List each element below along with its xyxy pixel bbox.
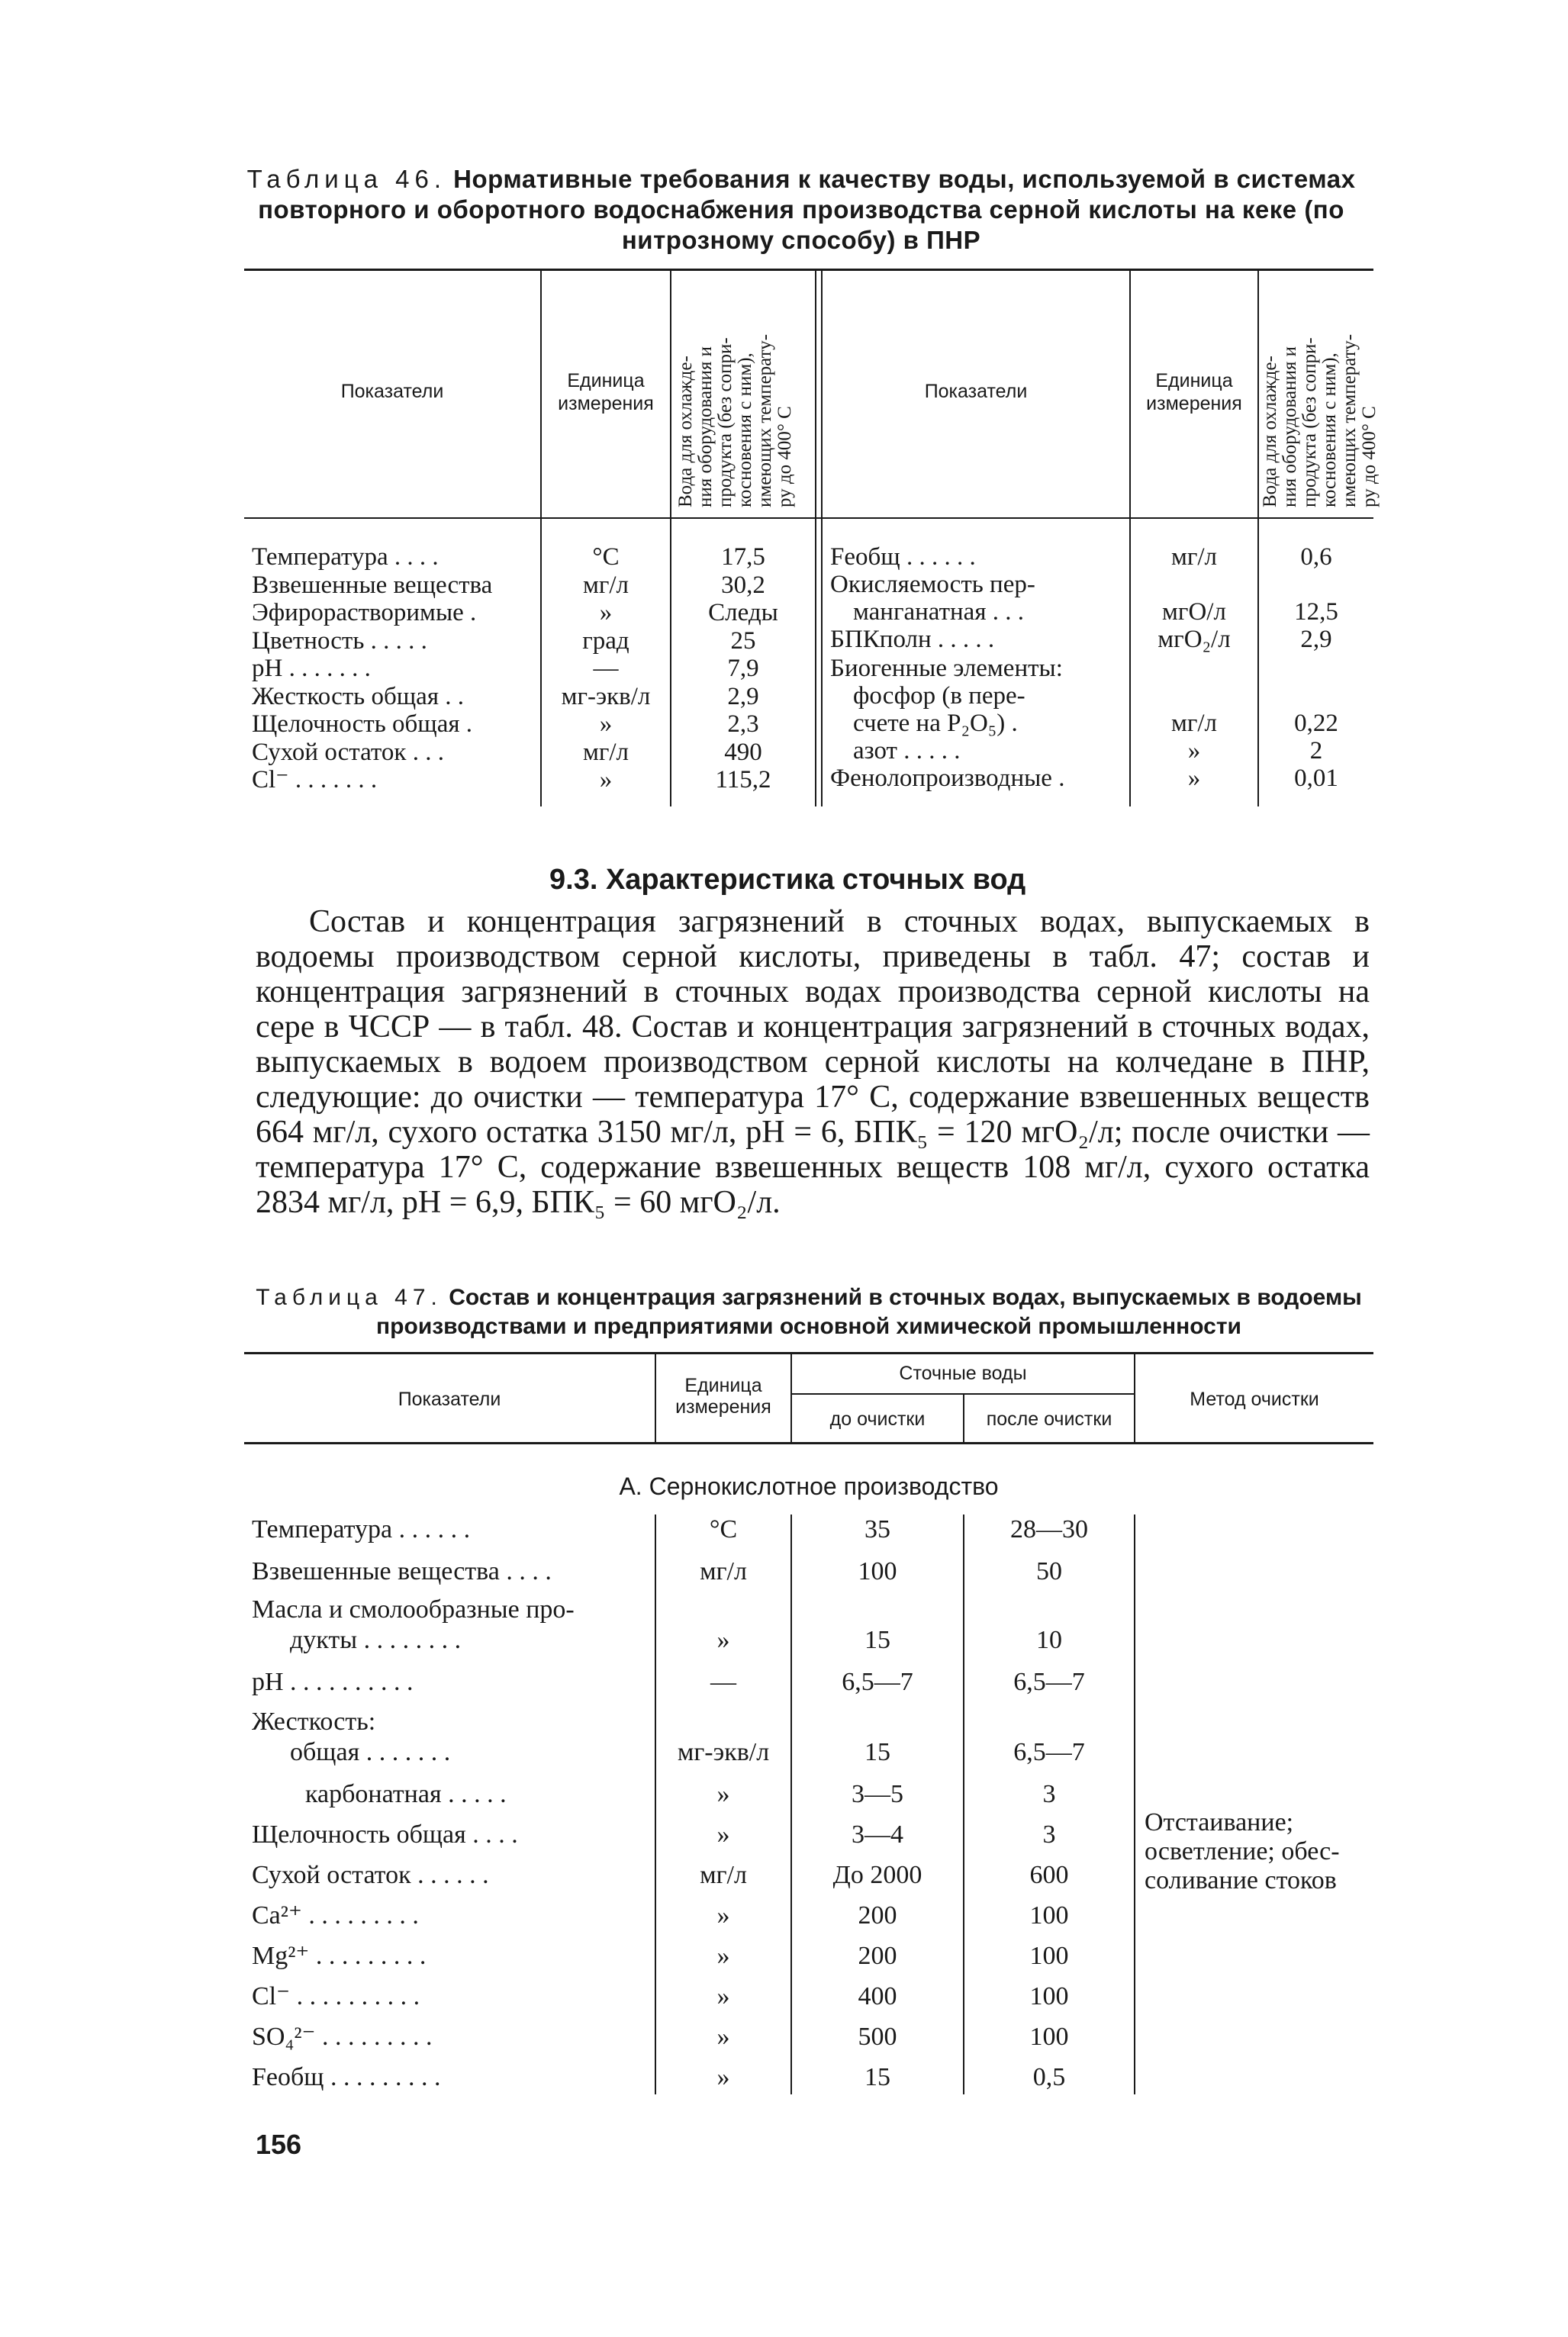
table-47-row-after: 3 [1042, 1820, 1056, 1849]
table-46-row-name: БПКполн . . . . . [830, 626, 995, 653]
table-46-row-value: 2,9 [727, 682, 759, 710]
table-47-row-before: 15 [864, 1626, 890, 1654]
table-47-row-before: 200 [858, 1942, 897, 1970]
section-paragraph [256, 904, 1370, 1220]
table-47-row-after: 6,5—7 [1013, 1738, 1085, 1766]
table-47-row-name: Feобщ . . . . . . . . . [252, 2063, 441, 2091]
table-46-row-name: счете на P₂O₅) . [853, 710, 1018, 737]
table-47-label: Таблица 47. [256, 1285, 443, 1310]
table-46-row-unit: » [599, 710, 613, 738]
table-46-row-unit: мг/л [582, 738, 629, 766]
table-46-row-value: Следы [708, 599, 778, 626]
table-46-row-unit: » [599, 766, 613, 793]
table-47-row-name: Жесткость: [252, 1708, 376, 1736]
table-46-row-unit: » [1187, 765, 1201, 792]
table-46-row-name: Cl⁻ . . . . . . . [252, 766, 378, 793]
table-46-row-unit: мгО/л [1162, 598, 1226, 626]
table-47-header-before: до очистки [829, 1408, 926, 1430]
table-47-row-unit: » [716, 1982, 730, 2010]
table-46-row-name: Фенолопроизводные . [830, 765, 1065, 792]
table-46-header-indicators-right: Показатели [924, 381, 1028, 402]
table-47-row-before: 6,5—7 [842, 1668, 913, 1696]
table-47-row-unit: мг/л [700, 1557, 747, 1585]
table-47-caption [244, 1283, 1373, 1341]
table-46-row-name: Feобщ . . . . . . [830, 543, 976, 571]
table-46-row-value: 0,22 [1294, 710, 1338, 737]
table-47-top-rule [244, 1352, 1373, 1354]
table-46-row-unit: мг-экв/л [561, 682, 651, 710]
table-47-row-name: Масла и смолообразные про- [252, 1595, 575, 1624]
table-47-row-name: Щелочность общая . . . . [252, 1820, 518, 1849]
table-47-row-after: 0,5 [1032, 2063, 1066, 2091]
table-47-row-after: 50 [1036, 1557, 1062, 1585]
table-47-header-method: Метод очистки [1190, 1389, 1319, 1410]
table-47-header-rule [244, 1442, 1373, 1444]
table-47-row-before: 3—4 [852, 1820, 903, 1849]
table-46-row-name: Сухой остаток . . . [252, 738, 444, 766]
table-46-row-unit: мг/л [1170, 543, 1218, 571]
table-47-row-unit: мг-экв/л [677, 1738, 770, 1766]
table-47-row-name: Cl⁻ . . . . . . . . . . [252, 1982, 420, 2010]
section-heading: 9.3. Характеристика сточных вод [549, 864, 1026, 896]
table-46-title: Нормативные требования к качеству воды, используемой в системах повторного и оборотного водоснабжения производства серной кислоты на кеке (по нитрозному способу) в ПНР [258, 165, 1356, 254]
table-46-row-value: 115,2 [715, 766, 771, 793]
table-47-row-name: pH . . . . . . . . . . [252, 1668, 414, 1696]
table-46-row-unit: » [599, 599, 613, 626]
table-47-header-unit: Единица измерения [675, 1375, 771, 1418]
table-47-row-before: 500 [858, 2023, 897, 2051]
table-47-row-before: 400 [858, 1982, 897, 2010]
table-47-row-name: Ca²⁺ . . . . . . . . . [252, 1901, 419, 1930]
table-47-row-after: 100 [1029, 2023, 1069, 2051]
table-46-row-name: азот . . . . . [853, 737, 961, 765]
table-46-row-name: Температура . . . . [252, 543, 439, 571]
table-46-row-value: 490 [724, 738, 762, 766]
table-47-row-before: 15 [864, 2063, 890, 2091]
table-47-row-before: 100 [858, 1557, 897, 1585]
table-47-header-wastewater: Сточные воды [899, 1363, 1027, 1384]
table-46-row-name: манганатная . . . [853, 598, 1025, 626]
table-47-title: Состав и концентрация загрязнений в сточных водах, выпускаемых в водоемы производствами и предприятиями основной химической промышленности [376, 1285, 1362, 1339]
table-46-row-name: Биогенные элементы: [830, 655, 1063, 682]
table-47-row-after: 6,5—7 [1013, 1668, 1085, 1696]
table-47-row-before: 15 [864, 1738, 890, 1766]
table-47-row-unit: » [716, 1901, 730, 1930]
table-46-row-name: Жесткость общая . . [252, 682, 465, 710]
table-46-row-value: 0,01 [1294, 765, 1338, 792]
table-47-row-unit: » [716, 1820, 730, 1849]
table-46-header-rule [244, 517, 1373, 519]
table-47-row-after: 100 [1029, 1901, 1069, 1930]
table-47-col-divider [1134, 1515, 1135, 2094]
table-46-row-unit: — [593, 655, 619, 682]
table-46-top-rule [244, 269, 1373, 271]
table-47-row-name: общая . . . . . . . [290, 1738, 451, 1766]
table-46-col-divider [815, 269, 816, 806]
table-46-row-value: 25 [730, 626, 756, 655]
table-46-row-unit: мг/л [582, 571, 629, 599]
table-46-header-water: Вода для охлажде- ния оборудования и продукта (без сопри- косновения с ним), имеющих температу- ру до 400° С [675, 333, 795, 507]
table-46-row-unit: мг/л [1170, 710, 1218, 737]
table-46-row-name: Цветность . . . . . [252, 626, 427, 655]
table-46-row-value: 0,6 [1300, 543, 1332, 571]
table-46-header-water-right: Вода для охлажде- ния оборудования и продукта (без сопри- косновения с ним), имеющих температу- ру до 400° С [1260, 333, 1380, 507]
table-47-row-before: 35 [864, 1515, 890, 1544]
table-46-header-unit: Единица измерения [558, 370, 654, 414]
table-47-method-text: Отстаивание; осветление; обес- соливание стоков [1145, 1808, 1340, 1894]
table-47-row-unit: мг/л [700, 1861, 747, 1889]
table-47-row-name: Mg²⁺ . . . . . . . . . [252, 1942, 427, 1970]
table-47-row-before: 3—5 [852, 1780, 903, 1808]
table-46-row-value: 12,5 [1294, 598, 1338, 626]
table-46-row-value: 2 [1309, 737, 1323, 765]
table-47-row-after: 100 [1029, 1982, 1069, 2010]
table-46-row-name: Эфирорастворимые . [252, 599, 477, 626]
table-46-row-name: Щелочность общая . [252, 710, 473, 738]
table-46-header-indicators: Показатели [340, 381, 444, 402]
table-47-row-name: SO₄²⁻ . . . . . . . . . [252, 2023, 433, 2051]
table-46-row-name: Окисляемость пер- [830, 571, 1035, 598]
table-46-row-unit: °С [592, 543, 620, 571]
table-47-row-after: 28—30 [1010, 1515, 1088, 1544]
table-47-row-unit: — [710, 1668, 736, 1696]
table-47-row-unit: » [716, 2063, 730, 2091]
table-47-row-after: 10 [1036, 1626, 1062, 1654]
table-46-row-unit: град [582, 626, 629, 655]
table-46-row-value: 7,9 [727, 655, 759, 682]
table-47-row-before: 200 [858, 1901, 897, 1930]
table-47-row-after: 600 [1029, 1861, 1069, 1889]
table-47-row-name: Взвешенные вещества . . . . [252, 1557, 552, 1585]
table-47-row-after: 3 [1042, 1780, 1056, 1808]
table-46-row-value: 2,3 [727, 710, 759, 738]
table-46-col-divider [821, 269, 823, 806]
table-46-row-value: 17,5 [721, 543, 765, 571]
table-47-row-unit: °С [709, 1515, 738, 1544]
page-number: 156 [256, 2129, 302, 2160]
table-47-group-title: А. Сернокислотное производство [619, 1473, 999, 1500]
table-46-label: Таблица 46. [246, 165, 446, 193]
table-46-row-name: Взвешенные вещества [252, 571, 493, 599]
table-47-row-name: Сухой остаток . . . . . . [252, 1861, 489, 1889]
table-47-row-name: карбонатная . . . . . [305, 1780, 507, 1808]
table-46-row-unit: мгО₂/л [1157, 626, 1231, 653]
table-46-row-name: фосфор (в пере- [853, 682, 1025, 710]
table-47-subheader-rule [790, 1393, 1134, 1395]
table-47-header-after: после очистки [986, 1408, 1112, 1430]
table-47-row-name: Температура . . . . . . [252, 1515, 471, 1544]
table-47-row-unit: » [716, 1626, 730, 1654]
table-46-caption [229, 164, 1373, 256]
table-47-row-before: До 2000 [832, 1861, 922, 1889]
table-46-row-value: 30,2 [721, 571, 765, 599]
table-47-row-unit: » [716, 1942, 730, 1970]
table-46-row-name: pH . . . . . . . [252, 655, 371, 682]
table-47-header-indicators: Показатели [398, 1389, 501, 1410]
table-46-row-value: 2,9 [1300, 626, 1332, 653]
table-46-row-unit: » [1187, 737, 1201, 765]
table-47-row-unit: » [716, 1780, 730, 1808]
table-47-row-after: 100 [1029, 1942, 1069, 1970]
paragraph-text: Состав и концентрация загрязнений в сточных водах, выпускаемых в водоемы производством серной кислоты, приведены в табл. 47; состав и концентрация загрязнений в сточных водах производства серной кислоты на сере в ЧССР — в табл. 48. Состав и концентрация загрязнений в сточных водах, выпускаемых в водоем производством серной кислоты на колчедане в ПНР, следующие: до очистки — температура 17° С, содержание взвешенных веществ 664 мг/л, сухого остатка 3150 мг/л, pH = 6, БПК₅ = 120 мгО₂/л; после очистки — температура 17° С, содержание взвешенных веществ 108 мг/л, сухого остатка 2834 мг/л, pH = 6,9, БПК₅ = 60 мгО₂/л. [256, 904, 1370, 1220]
table-46-header-unit-right: Единица измерения [1146, 370, 1242, 414]
table-47-row-unit: » [716, 2023, 730, 2051]
table-47-row-name: дукты . . . . . . . . [290, 1626, 462, 1654]
